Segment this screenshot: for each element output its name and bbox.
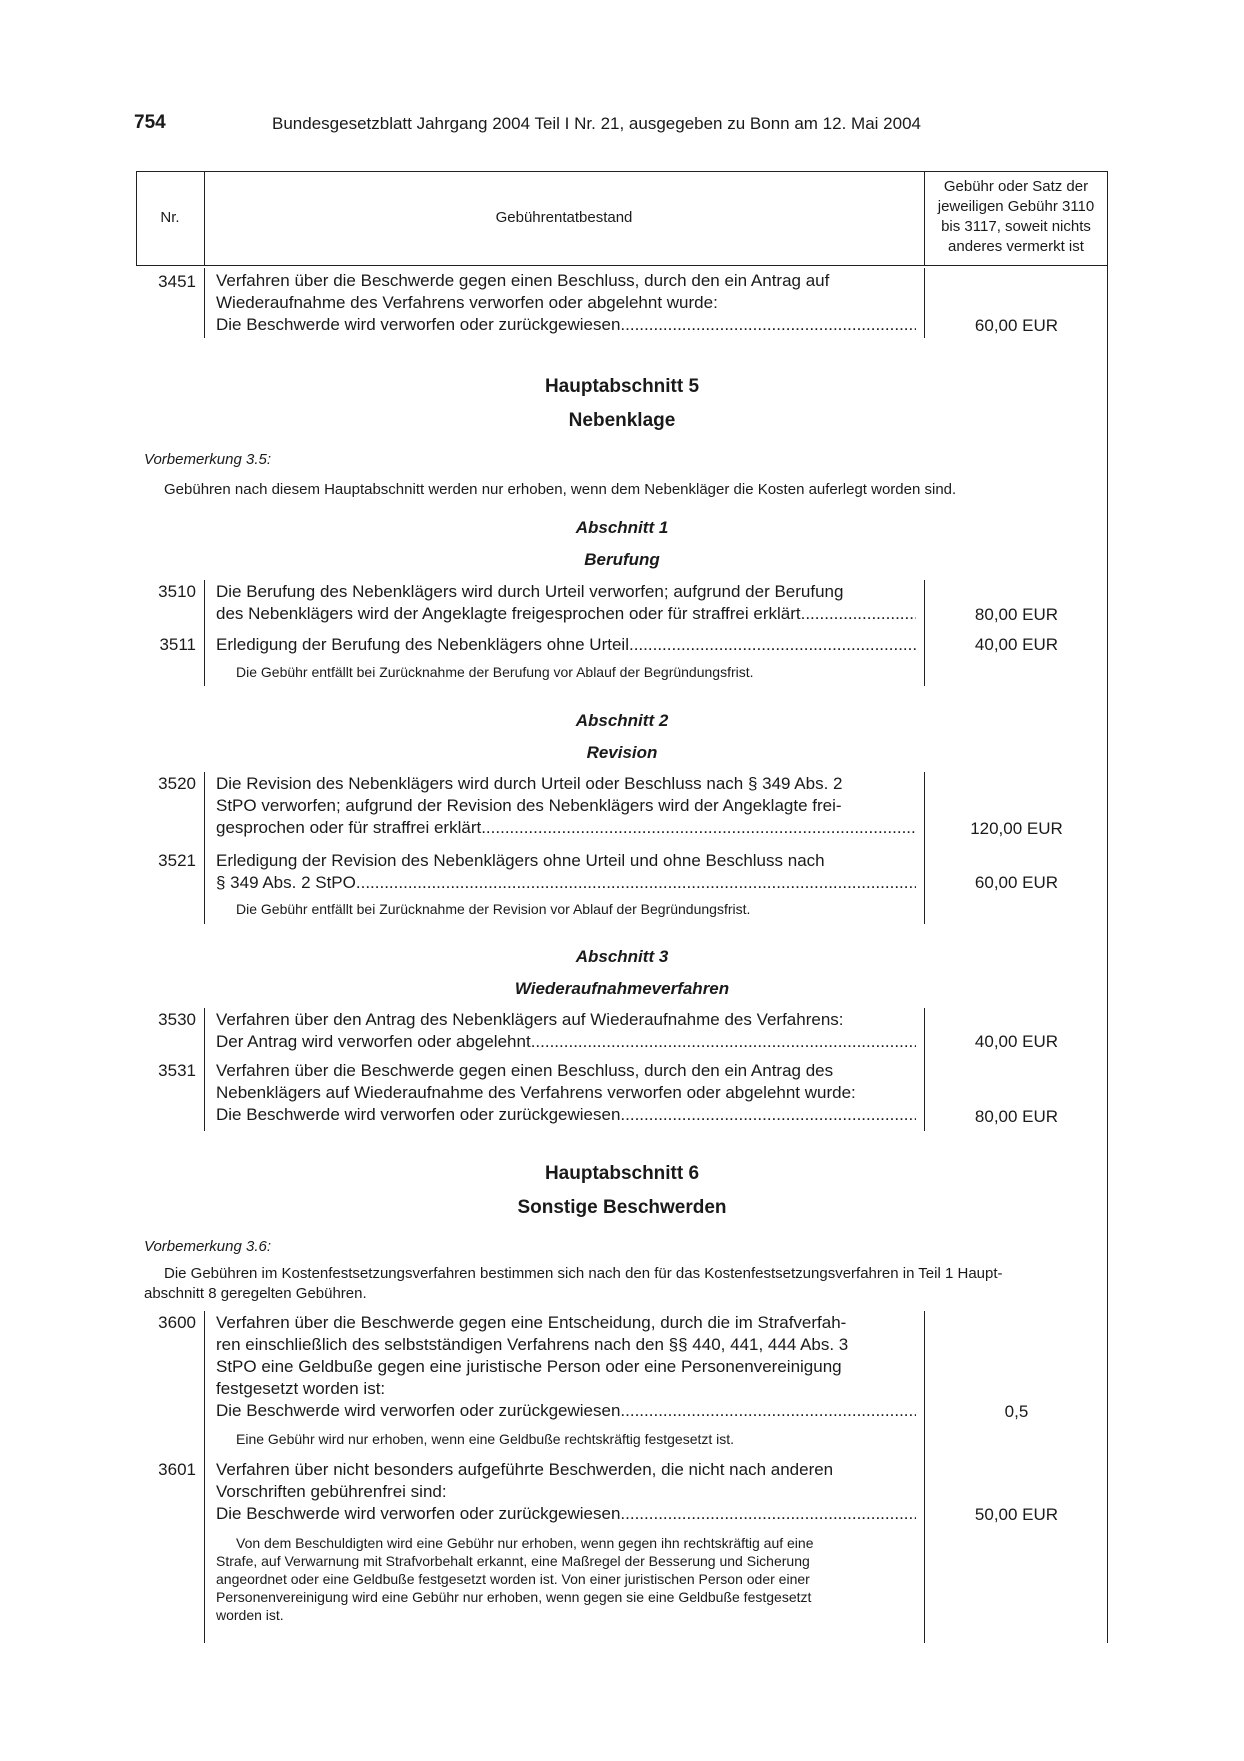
note-line: angeordnet oder eine Geldbuße festgesetzt worden ist. Von einer juristischen Person oder einer — [216, 1571, 810, 1587]
entry-note: Die Gebühr entfällt bei Zurücknahme der Berufung vor Ablauf der Begründungsfrist. — [236, 664, 754, 680]
entry-fee: 80,00 EUR — [974, 605, 1059, 624]
entry-fee: 50,00 EUR — [974, 1505, 1059, 1524]
description-leader-line — [216, 314, 916, 336]
section-title: Hauptabschnitt 6 — [544, 1163, 700, 1184]
nr-divider — [204, 772, 205, 924]
description-leader-line — [216, 872, 916, 894]
description-line: Verfahren über die Beschwerde gegen einen Beschluss, durch den ein Antrag des — [216, 1061, 834, 1080]
entry-number: 3511 — [159, 635, 196, 654]
leader-text: Der Antrag wird verworfen oder abgelehnt — [216, 1032, 531, 1051]
column-header-description: Gebührentatbestand — [495, 209, 633, 226]
leader-text: gesprochen oder für straffrei erklärt — [216, 818, 482, 837]
leader-dots — [620, 1104, 916, 1126]
subsection-title: Abschnitt 1 — [575, 518, 669, 537]
description-leader-line — [216, 1031, 916, 1053]
entry-number: 3600 — [158, 1313, 196, 1332]
entry-number: 3601 — [158, 1460, 196, 1479]
leader-dots — [620, 314, 916, 336]
entry-fee: 60,00 EUR — [974, 873, 1059, 892]
leader-dots — [620, 1400, 916, 1422]
fee-divider — [924, 1311, 925, 1643]
description-line: Verfahren über die Beschwerde gegen eine Entscheidung, durch die im Strafverfah- — [216, 1313, 847, 1332]
entry-number: 3531 — [158, 1061, 196, 1080]
description-line: StPO eine Geldbuße gegen eine juristische Person oder eine Personenvereinigung — [216, 1357, 842, 1376]
section-subtitle: Sonstige Beschwerden — [517, 1197, 727, 1218]
entry-description — [216, 581, 916, 625]
table-header-rule — [136, 265, 1108, 266]
entry-description — [216, 773, 916, 839]
description-line: Verfahren über nicht besonders aufgeführte Beschwerden, die nicht nach anderen — [216, 1460, 834, 1479]
entry-number: 3510 — [158, 582, 196, 601]
leader-dots — [356, 872, 916, 894]
column-header-fee-line: anderes vermerkt ist — [948, 238, 1084, 255]
entry-fee: 0,5 — [1004, 1402, 1029, 1421]
leader-text: Die Beschwerde wird verworfen oder zurückgewiesen — [216, 1105, 621, 1124]
leader-dots — [629, 634, 916, 656]
entry-description — [216, 1312, 916, 1422]
description-line: festgesetzt worden ist: — [216, 1379, 386, 1398]
nr-divider — [204, 580, 205, 686]
description-leader-line — [216, 634, 916, 656]
fee-divider — [924, 772, 925, 924]
description-line: Verfahren über die Beschwerde gegen einen Beschluss, durch den ein Antrag auf — [216, 271, 830, 290]
description-line: Verfahren über den Antrag des Nebenklägers auf Wiederaufnahme des Verfahrens: — [216, 1010, 844, 1029]
description-leader-line — [216, 603, 916, 625]
description-leader-line — [216, 1503, 916, 1525]
entry-description — [216, 1060, 916, 1126]
subsection-subtitle: Berufung — [584, 550, 660, 569]
description-leader-line — [216, 817, 916, 839]
leader-text: Die Beschwerde wird verworfen oder zurückgewiesen — [216, 1504, 621, 1523]
entry-description — [216, 1009, 916, 1053]
vorbemerkung-line: abschnitt 8 geregelten Gebühren. — [144, 1285, 367, 1302]
entry-note — [216, 1534, 921, 1624]
leader-text: § 349 Abs. 2 StPO — [216, 873, 356, 892]
entry-number: 3520 — [158, 774, 196, 793]
description-line: ren einschließlich des selbstständigen Verfahrens nach den §§ 440, 441, 444 Abs. 3 — [216, 1335, 849, 1354]
description-line: Nebenklägers auf Wiederaufnahme des Verfahrens verworfen oder abgelehnt wurde: — [216, 1083, 856, 1102]
description-line: Vorschriften gebührenfrei sind: — [216, 1482, 447, 1501]
description-line: StPO verworfen; aufgrund der Revision des Nebenklägers wird der Angeklagte frei- — [216, 796, 842, 815]
leader-dots — [801, 603, 916, 625]
entry-note: Eine Gebühr wird nur erhoben, wenn eine Geldbuße rechtskräftig festgesetzt ist. — [236, 1431, 735, 1447]
entry-fee: 120,00 EUR — [970, 819, 1063, 838]
vorbemerkung-line: Die Gebühren im Kostenfestsetzungsverfahren bestimmen sich nach den für das Kostenfestsetzungsverfahren in Teil 1 Haupt- — [164, 1265, 1003, 1282]
note-line: worden ist. — [216, 1607, 284, 1623]
subsection-title: Abschnitt 3 — [575, 947, 669, 966]
entry-description — [216, 1459, 916, 1525]
leader-text: des Nebenklägers wird der Angeklagte freigesprochen oder für straffrei erklärt — [216, 604, 801, 623]
page-number: 754 — [134, 112, 166, 133]
entry-fee: 60,00 EUR — [974, 316, 1059, 335]
vorbemerkung-label: Vorbemerkung 3.6: — [144, 1238, 272, 1255]
leader-dots — [620, 1503, 916, 1525]
column-header-fee — [925, 177, 1107, 257]
entry-description — [216, 270, 916, 336]
entry-fee: 40,00 EUR — [974, 635, 1059, 654]
section-subtitle: Nebenklage — [568, 410, 676, 431]
leader-text: Die Beschwerde wird verworfen oder zurückgewiesen — [216, 315, 621, 334]
vorbemerkung-text — [144, 1264, 1104, 1304]
leader-dots — [531, 1031, 916, 1053]
note-line: Strafe, auf Verwarnung mit Strafvorbehalt erkannt, eine Maßregel der Besserung und Sicherung — [216, 1553, 810, 1569]
column-header-fee-line: Gebühr oder Satz der — [943, 178, 1089, 195]
fee-divider — [924, 580, 925, 686]
entry-number: 3451 — [158, 272, 196, 291]
column-header-nr: Nr. — [160, 209, 180, 226]
description-line: Die Berufung des Nebenklägers wird durch Urteil verworfen; aufgrund der Berufung — [216, 582, 844, 601]
description-line: Die Revision des Nebenklägers wird durch Urteil oder Beschluss nach § 349 Abs. 2 — [216, 774, 843, 793]
description-line: Wiederaufnahme des Verfahrens verworfen oder abgelehnt wurde: — [216, 293, 718, 312]
description-leader-line — [216, 1400, 916, 1422]
column-header-fee-line: bis 3117, soweit nichts — [941, 218, 1091, 235]
section-title: Hauptabschnitt 5 — [544, 376, 700, 397]
leader-text: Die Beschwerde wird verworfen oder zurückgewiesen — [216, 1401, 621, 1420]
vorbemerkung-text: Gebühren nach diesem Hauptabschnitt werden nur erhoben, wenn dem Nebenkläger die Kosten auferlegt worden sind. — [164, 481, 957, 498]
leader-text: Erledigung der Berufung des Nebenklägers ohne Urteil — [216, 635, 629, 654]
entry-number: 3521 — [158, 851, 196, 870]
vorbemerkung-label: Vorbemerkung 3.5: — [144, 451, 272, 468]
leader-dots — [481, 817, 916, 839]
subsection-subtitle: Revision — [586, 743, 658, 762]
subsection-title: Abschnitt 2 — [575, 711, 669, 730]
nr-divider — [204, 1008, 205, 1131]
entry-description — [216, 634, 916, 656]
column-header-fee-line: jeweiligen Gebühr 3110 — [937, 198, 1095, 215]
nr-divider — [204, 1311, 205, 1643]
description-line: Erledigung der Revision des Nebenklägers ohne Urteil und ohne Beschluss nach — [216, 851, 825, 870]
entry-fee: 80,00 EUR — [974, 1107, 1059, 1126]
entry-description — [216, 850, 916, 894]
note-line: Von dem Beschuldigten wird eine Gebühr nur erhoben, wenn gegen ihn rechtskräftig auf eine — [236, 1535, 814, 1551]
running-head: Bundesgesetzblatt Jahrgang 2004 Teil I Nr. 21, ausgegeben zu Bonn am 12. Mai 2004 — [272, 114, 921, 133]
table-top-rule — [136, 171, 1108, 172]
note-line: Personenvereinigung wird eine Gebühr nur erhoben, wenn gegen sie eine Geldbuße festgesetzt — [216, 1589, 812, 1605]
entry-fee: 40,00 EUR — [974, 1032, 1059, 1051]
entry-number: 3530 — [158, 1010, 196, 1029]
description-leader-line — [216, 1104, 916, 1126]
entry-note: Die Gebühr entfällt bei Zurücknahme der Revision vor Ablauf der Begründungsfrist. — [236, 901, 751, 917]
subsection-subtitle: Wiederaufnahmeverfahren — [514, 979, 730, 998]
nr-divider — [204, 268, 205, 338]
